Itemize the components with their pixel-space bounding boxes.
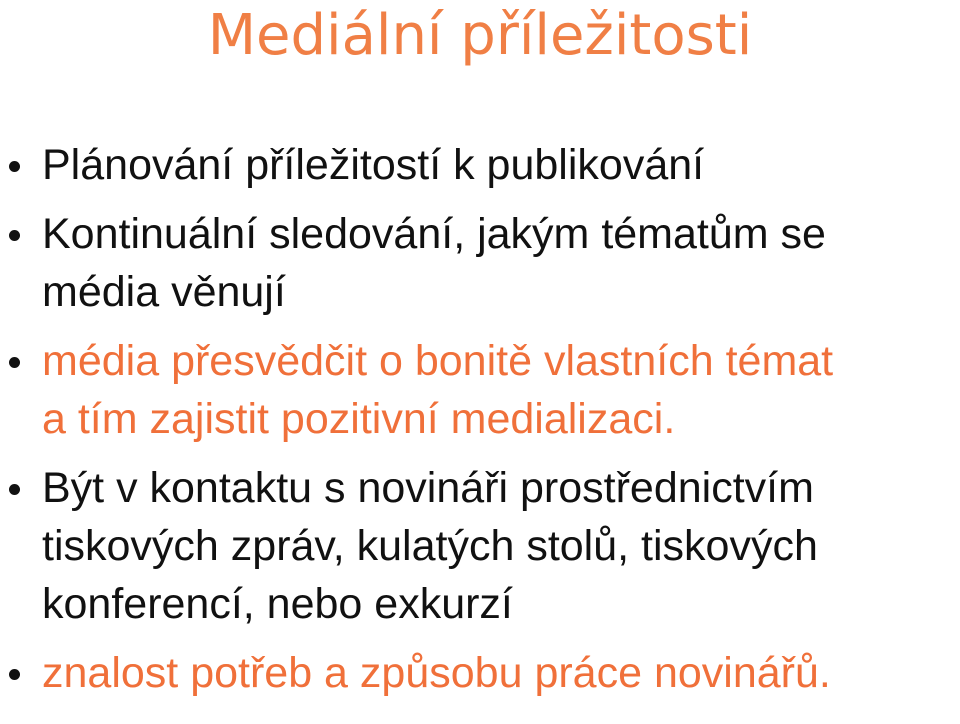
bullet-list [0,136,960,713]
bullet-item-contact-journalists [0,459,960,633]
bullet-line: a tím zajistit pozitivní medializaci. [42,395,676,443]
bullet-line: média věnují [42,268,286,316]
bullet-line: znalost potřeb a způsobu práce novinářů. [42,649,831,697]
bullet-item-journalist-needs [0,644,960,702]
bullet-line: konferencí, nebo exkurzí [42,580,513,628]
bullet-dot-icon [9,357,20,368]
bullet-dot-icon [9,161,20,172]
bullet-line: Plánování příležitostí k publikování [42,141,705,189]
bullet-dot-icon [9,669,20,680]
bullet-line: tiskových zpráv, kulatých stolů, tiskových [42,522,818,570]
bullet-item-persuade-media [0,332,960,448]
bullet-item-planning [0,136,960,194]
bullet-line: Kontinuální sledování, jakým tématům se [42,210,826,258]
bullet-dot-icon [9,484,20,495]
bullet-line: média přesvědčit o bonitě vlastních témat [42,337,834,385]
bullet-item-monitoring [0,205,960,321]
bullet-line: Být v kontaktu s novináři prostřednictvím [42,464,814,512]
slide-title: Mediální příležitosti [207,3,753,68]
bullet-dot-icon [9,230,20,241]
